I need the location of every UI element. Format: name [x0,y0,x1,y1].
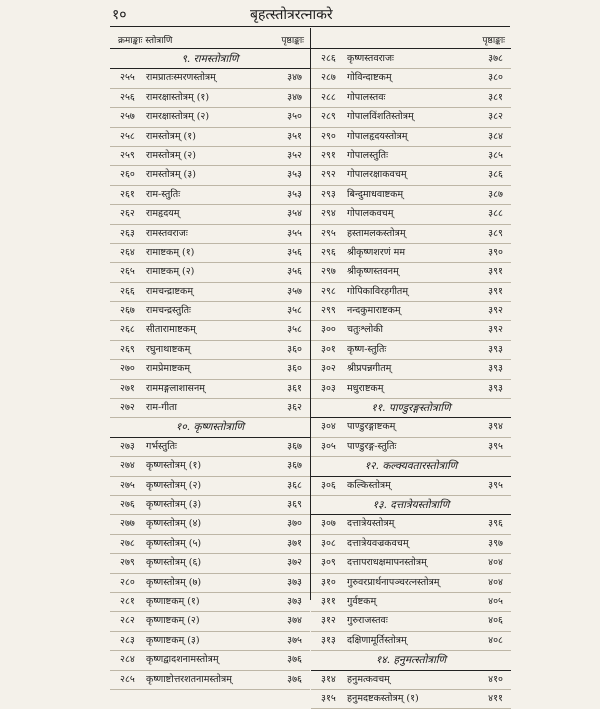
entry-number: ३१४ [321,673,336,685]
entry-title: गर्भस्तुतिः [146,440,177,452]
entry-title: कृष्णस्तोत्रम् (१) [146,460,202,472]
toc-entry [110,128,310,147]
entry-page: ३६१ [287,382,302,394]
entry-title: कृष्णस्तोत्रम् (५) [146,537,202,549]
entry-page: ४०५ [488,595,503,607]
toc-entry [110,302,310,321]
entry-title: गोविन्दाष्टकम् [347,72,392,84]
toc-entry [311,438,511,457]
entry-page: ३५३ [287,169,302,181]
toc-entry [110,399,310,418]
entry-title: कृष्णाष्टकम् (३) [146,634,200,646]
entry-number: २६७ [120,305,135,317]
entry-title: रामरक्षास्तोत्रम् (२) [146,111,210,123]
entry-title: कृष्णाष्टोत्तरशतनामस्तोत्रम् [146,673,232,685]
entry-page: ३५८ [287,305,302,317]
entry-page: ३९२ [488,324,503,336]
entry-page: ३६२ [287,402,302,414]
entry-page: ४०४ [488,576,503,588]
entry-title: गुरुराजस्तवः [347,615,388,627]
toc-entry [311,69,511,88]
entry-number: ३०३ [321,382,336,394]
column-heading-pages: पृष्ठाङ्काः [281,36,304,46]
entry-page: ३५८ [287,324,302,336]
entry-title: दक्षिणामूर्तिस्तोत्रम् [347,634,407,646]
entry-number: २९८ [321,285,336,297]
entry-title: रामस्तोत्रम् (१) [146,130,196,142]
entry-number: ३०४ [321,421,336,433]
entry-number: ३०७ [321,518,336,530]
toc-entry [311,593,511,612]
entry-page: ३९५ [488,479,503,491]
toc-entry [311,225,511,244]
toc-entry [110,147,310,166]
column-heading-pages: पृष्ठाङ्काः [482,36,505,46]
entry-page: ३९१ [488,285,503,297]
entry-title: रामस्तोत्रम् (३) [146,169,196,181]
toc-entry [110,225,310,244]
entry-page: ३६७ [287,460,302,472]
entry-page: ३५४ [287,208,302,220]
entry-page: ३८६ [488,169,503,181]
entry-number: २५६ [120,91,135,103]
section-heading: ९. रामस्तोत्राणि [110,50,310,69]
toc-entry [311,244,511,263]
entry-number: २५९ [120,149,135,161]
section-heading: १२. कल्क्यवतारस्तोत्राणि [311,457,511,476]
entry-number: २७३ [120,440,135,452]
entry-number: २६८ [120,324,135,336]
section-heading: ११. पाण्डुरङ्गस्तोत्राणि [311,399,511,418]
entry-title: गोपालविंशतिस्तोत्रम् [347,111,414,123]
entry-title: हस्तामलकस्तोत्रम् [347,227,406,239]
entry-page: ३९३ [488,343,503,355]
entry-page: ४०४ [488,557,503,569]
toc-entry [110,574,310,593]
entry-number: २८६ [321,53,336,64]
entry-title: रामाष्टकम् (१) [146,246,195,258]
entry-page: ३५६ [287,266,302,278]
entry-number: २८९ [321,111,336,123]
toc-entry [311,108,511,127]
entry-number: २८३ [120,634,135,646]
entry-page: ४०६ [488,615,503,627]
entry-number: ३०१ [321,343,336,355]
section-heading: १४. हनुमत्स्तोत्राणि [311,651,511,670]
entry-title: हनुमदष्टकस्तोत्रम् (१) [347,692,419,704]
entry-number: २७० [120,363,135,375]
entry-number: २७८ [120,537,135,549]
toc-entry [110,108,310,127]
entry-title: पाण्डुरङ्गाष्टकम् [347,421,396,433]
toc-entry [311,671,511,690]
entry-number: २७७ [120,518,135,530]
toc-entry [110,535,310,554]
entry-page: ३९२ [488,305,503,317]
entry-page: ३८४ [488,130,503,142]
entry-number: ३०६ [321,479,336,491]
entry-title: राम-गीता [146,402,177,414]
toc-entry [311,321,511,340]
entry-title: रामचन्द्राष्टकम् [146,285,194,297]
entry-title: रामप्रेमाष्टकम् [146,363,191,375]
entry-page: ३७६ [287,654,302,666]
toc-entry [311,360,511,379]
entry-page: ३८२ [488,111,503,123]
entry-number: २८० [120,576,135,588]
entry-title: दत्तात्रेयवज्रकवचम् [347,537,409,549]
entry-page: ३९६ [488,518,503,530]
section-heading: १३. दत्तात्रेयस्तोत्राणि [311,496,511,515]
entry-title: रघुनाथाष्टकम् [146,343,191,355]
entry-title: कृष्णस्तोत्रम् (२) [146,479,202,491]
toc-entry [110,515,310,534]
entry-title: हनुमत्कवचम् [347,673,390,685]
entry-page: ४०८ [488,634,503,646]
toc-entry [311,477,511,496]
entry-page: ३८० [488,72,503,84]
entry-title: गोपालहृदयस्तोत्रम् [347,130,408,142]
entry-number: २५७ [120,111,135,123]
toc-entry [110,341,310,360]
toc-entry [110,593,310,612]
entry-title: कृष्णस्तोत्रम् (३) [146,498,202,510]
entry-page: ३९५ [488,440,503,452]
toc-entry [110,244,310,263]
toc-entry [311,89,511,108]
entry-page: ३९३ [488,382,503,394]
entry-number: २९३ [321,188,336,200]
entry-title: राममङ्गलाशासनम् [146,382,205,394]
toc-entry [311,380,511,399]
toc-entry [311,574,511,593]
toc-entry [110,496,310,515]
entry-title: दत्तात्रेयस्तोत्रम् [347,518,395,530]
toc-entry [311,632,511,651]
entry-number: २९६ [321,246,336,258]
entry-page: ३६० [287,343,302,355]
entry-number: २६९ [120,343,135,355]
entry-number: २९१ [321,149,336,161]
entry-page: ३९७ [488,537,503,549]
entry-number: २७४ [120,460,135,472]
entry-title: रामरक्षास्तोत्रम् (१) [146,91,210,103]
left-column-header [110,28,310,49]
entry-title: कृष्णस्तवराजः [347,53,394,64]
toc-entry [311,283,511,302]
section-heading: १०. कृष्णस्तोत्राणि [110,418,310,437]
toc-entry [110,671,310,690]
contents-table [110,28,510,704]
toc-entry [110,321,310,340]
toc-entry [110,554,310,573]
entry-number: २८७ [321,72,336,84]
entry-page: ३९४ [488,421,503,433]
entry-number: २९४ [321,208,336,220]
toc-entry [110,438,310,457]
entry-page: ३६९ [287,498,302,510]
entry-page: ३८८ [488,208,503,220]
entry-number: २९९ [321,305,336,317]
entry-page: ३९१ [488,266,503,278]
entry-title: बिन्दुमाधवाष्टकम् [347,188,404,200]
entry-page: ३७५ [287,634,302,646]
entry-number: २५५ [120,72,135,84]
entry-number: २८१ [120,595,135,607]
entry-number: २९० [321,130,336,142]
right-column-header [311,28,511,49]
entry-page: ३५३ [287,188,302,200]
entry-number: २९२ [321,169,336,181]
entry-number: २६२ [120,208,135,220]
entry-title: श्रीप्रपन्नगीतम् [347,363,392,375]
entry-number: ३१० [321,576,336,588]
entry-title: कल्किस्तोत्रम् [347,479,391,491]
entry-number: २७१ [120,382,135,394]
toc-entry [311,263,511,282]
toc-entry [110,380,310,399]
entry-title: श्रीकृष्णस्तवनम् [347,266,399,278]
toc-entry [311,50,511,69]
toc-entry [110,166,310,185]
entry-number: ३०९ [321,557,336,569]
entry-page: ४११ [488,692,503,704]
entry-page: ३७१ [287,537,302,549]
toc-entry [110,360,310,379]
entry-page: ३६० [287,363,302,375]
entry-number: ३१५ [321,692,336,704]
entry-title: सीतारामाष्टकम् [146,324,196,336]
toc-entry [311,341,511,360]
entry-number: ३११ [321,595,336,607]
entry-page: ३५२ [287,149,302,161]
entry-title: गुरुवरप्रार्थनापञ्चरत्नस्तोत्रम् [347,576,440,588]
toc-entry [110,477,310,496]
entry-page: ३६७ [287,440,302,452]
entry-page: ३७८ [488,53,503,64]
entry-number: २६१ [120,188,135,200]
entry-page: ३७२ [287,557,302,569]
entry-title: रामहृदयम् [146,208,180,220]
entry-page: ३८५ [488,149,503,161]
entry-title: गोपालस्तुतिः [347,149,389,161]
entry-title: कृष्णस्तोत्रम् (४) [146,518,202,530]
entry-page: ३५१ [287,130,302,142]
entry-number: ३०२ [321,363,336,375]
entry-title: रामाष्टकम् (२) [146,266,195,278]
right-rows [311,50,511,709]
entry-title: राम-स्तुतिः [146,188,181,200]
toc-entry [311,128,511,147]
toc-entry [110,186,310,205]
entry-page: ३७० [287,518,302,530]
toc-entry [110,612,310,631]
entry-page: ३८७ [488,188,503,200]
entry-page: ३७३ [287,576,302,588]
toc-entry [311,166,511,185]
entry-number: ३०० [321,324,336,336]
page-number: १० [112,7,127,23]
entry-page: ३५६ [287,246,302,258]
entry-page: ३९० [488,246,503,258]
entry-number: २६४ [120,246,135,258]
entry-number: २६३ [120,227,135,239]
entry-title: मधुराष्टकम् [347,382,384,394]
entry-page: ३७३ [287,595,302,607]
entry-title: गोपिकाविरहगीतम् [347,285,408,297]
toc-entry [110,632,310,651]
entry-page: ४१० [488,673,503,685]
entry-page: ३५० [287,111,302,123]
toc-entry [110,651,310,670]
toc-entry [110,89,310,108]
running-title: बृहत्स्तोत्ररत्नाकरे [250,7,333,23]
entry-number: २९७ [321,266,336,278]
entry-page: ३६८ [287,479,302,491]
toc-entry [311,515,511,534]
entry-number: ३१३ [321,634,336,646]
entry-title: कृष्णस्तोत्रम् (६) [146,557,202,569]
toc-entry [311,535,511,554]
entry-title: रामचन्द्रस्तुतिः [146,305,191,317]
entry-title: गोपालस्तवः [347,91,386,103]
entry-page: ३८९ [488,227,503,239]
entry-page: ३७४ [287,615,302,627]
right-column [310,28,511,704]
toc-entry [311,554,511,573]
entry-title: श्रीकृष्णशरणं मम [347,246,406,258]
entry-page: ३५५ [287,227,302,239]
entry-number: २७२ [120,402,135,414]
entry-title: कृष्णाष्टकम् (२) [146,615,200,627]
entry-page: ३४७ [287,72,302,84]
entry-number: २८५ [120,673,135,685]
toc-entry [110,69,310,88]
entry-title: गुर्वष्टकम् [347,595,377,607]
entry-title: कृष्णद्वादशनामस्तोत्रम् [146,654,219,666]
toc-entry [110,283,310,302]
toc-entry [311,418,511,437]
left-column [110,28,310,685]
entry-number: ३१२ [321,615,336,627]
entry-page: ३८१ [488,91,503,103]
entry-number: २६० [120,169,135,181]
page-header [110,4,510,27]
entry-page: ३५७ [287,285,302,297]
entry-page: ३४७ [287,91,302,103]
toc-entry [311,147,511,166]
entry-title: नन्दकुमाराष्टकम् [347,305,401,317]
toc-entry [311,186,511,205]
entry-title: कृष्णाष्टकम् (१) [146,595,200,607]
entry-title: गोपालकवचम् [347,208,394,220]
entry-number: २८८ [321,91,336,103]
entry-number: २५८ [120,130,135,142]
toc-entry [110,263,310,282]
entry-title: कृष्णस्तोत्रम् (७) [146,576,202,588]
entry-number: २७६ [120,498,135,510]
entry-number: ३०८ [321,537,336,549]
column-heading-titles: क्रमाङ्काः स्तोत्राणि [118,36,173,46]
toc-entry [311,612,511,631]
entry-title: रामप्रातःस्मरणस्तोत्रम् [146,72,216,84]
entry-title: रामस्तवराजः [146,227,188,239]
entry-title: दत्तापराधक्षमापनस्तोत्रम् [347,557,427,569]
entry-number: २७९ [120,557,135,569]
entry-title: पाण्डुरङ्ग-स्तुतिः [347,440,397,452]
entry-title: गोपालरक्षाकवचम् [347,169,407,181]
entry-number: २८४ [120,654,135,666]
left-rows [110,50,310,690]
entry-number: २९५ [321,227,336,239]
entry-page: ३७६ [287,673,302,685]
entry-number: २६६ [120,285,135,297]
toc-entry [311,205,511,224]
entry-page: ३९३ [488,363,503,375]
entry-number: २७५ [120,479,135,491]
entry-title: चतुःश्लोकी [347,324,383,336]
toc-entry [110,457,310,476]
entry-number: २८२ [120,615,135,627]
entry-title: रामस्तोत्रम् (२) [146,149,196,161]
entry-number: २६५ [120,266,135,278]
toc-entry [311,690,511,709]
entry-number: ३०५ [321,440,336,452]
toc-entry [311,302,511,321]
toc-entry [110,205,310,224]
entry-title: कृष्ण-स्तुतिः [347,343,387,355]
